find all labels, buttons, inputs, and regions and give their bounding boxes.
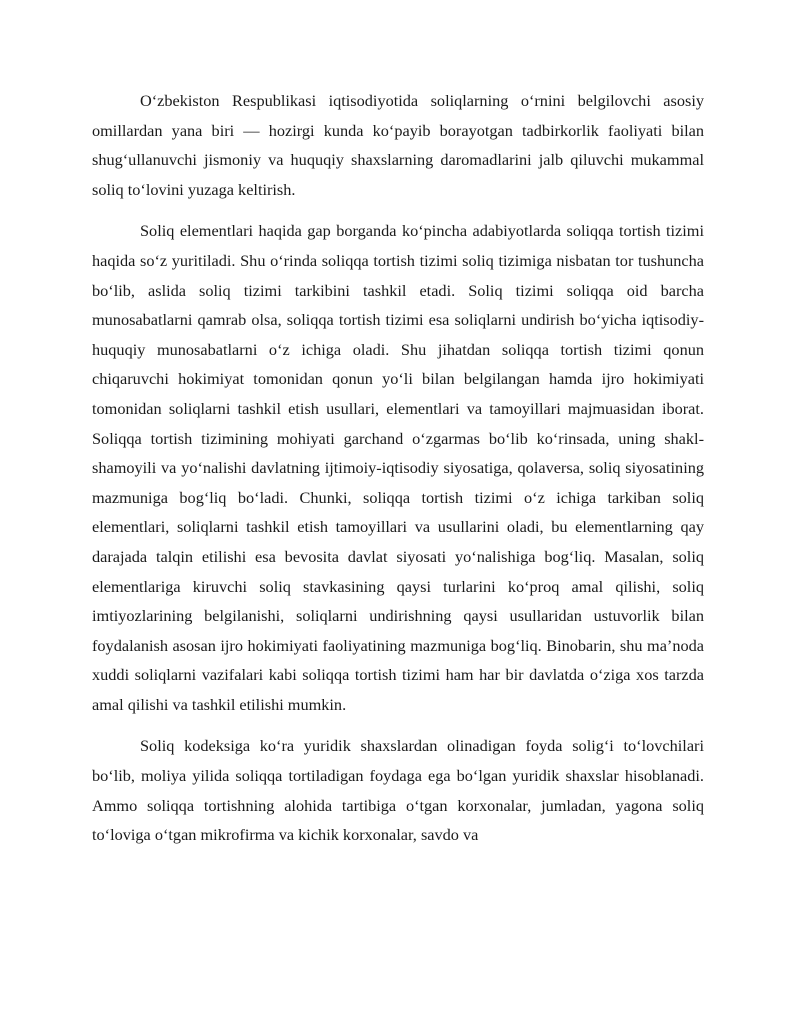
document-page <box>92 86 704 862</box>
paragraph-intro: O‘zbekiston Respublikasi iqtisodiyotida soliqlarning o‘rnini belgilovchi asosiy omillardan yana biri — hozirgi kunda ko‘payib borayotgan tadbirkorlik faoliyati bilan shug‘ullanuvchi jismoniy va huquqiy shaxslarning daromadlarini jalb qiluvchi mukammal soliq to‘lovini yuzaga keltirish. <box>92 91 704 199</box>
paragraph-tax-elements: Soliq elementlari haqida gap borganda ko‘pincha adabiyotlarda soliqqa tortish tizimi haqida so‘z yuritiladi. Shu o‘rinda soliqqa tortish tizimi soliq tizimiga nisbatan tor tushuncha bo‘lib, aslida soliq tizimi tarkibini tashkil etadi. Soliq tizimi soliqqa oid barcha munosabatlarni qamrab olsa, soliqqa tortish tizimi esa soliqlarni undirish bo‘yicha iqtisodiy-huquqiy munosabatlarni o‘z ichiga oladi. Shu jihatdan soliqqa tortish tizimi qonun chiqaruvchi hokimiyat tomonidan qonun yo‘li bilan belgilangan hamda ijro hokimiyati tomonidan soliqlarni tashkil etish usullari, elementlari va tamoyillari majmuasidan iborat. Soliqqa tortish tizimining mohiyati garchand o‘zgarmas bo‘lib ko‘rinsada, uning shakl-shamoyili va yo‘nalishi davlatning ijtimoiy-iqtisodiy siyosatiga, qolaversa, soliq siyosatining mazmuniga bog‘liq bo‘ladi. Chunki, soliqqa tortish tizimi o‘z ichiga tarkiban soliq elementlari, soliqlarni tashkil etish tamoyillari va usullarini oladi, bu elementlarning qay darajada talqin etilishi esa bevosita davlat siyosati yo‘nalishiga bog‘liq. Masalan, soliq elementlariga kiruvchi soliq stavkasining qaysi turlarini ko‘proq amal qilishi, soliq imtiyozlarining belgilanishi, soliqlarni undirishning qaysi usullaridan ustuvorlik bilan foydalanish asosan ijro hokimiyati faoliyatining mazmuniga bog‘liq. Binobarin, shu ma’noda xuddi soliqlarni vazifalari kabi soliqqa tortish tizimi ham har bir davlatda o‘ziga xos tarzda amal qilishi va tashkil etilishi mumkin. <box>92 221 704 714</box>
paragraph-tax-code: Soliq kodeksiga ko‘ra yuridik shaxslardan olinadigan foyda solig‘i to‘lovchilari bo‘lib, moliya yilida soliqqa tortiladigan foydaga ega bo‘lgan yuridik shaxslar hisoblanadi. Ammo soliqqa tortishning alohida tartibiga o‘tgan korxonalar, jumladan, yagona soliq to‘loviga o‘tgan mikrofirma va kichik korxonalar, savdo va <box>92 736 704 845</box>
